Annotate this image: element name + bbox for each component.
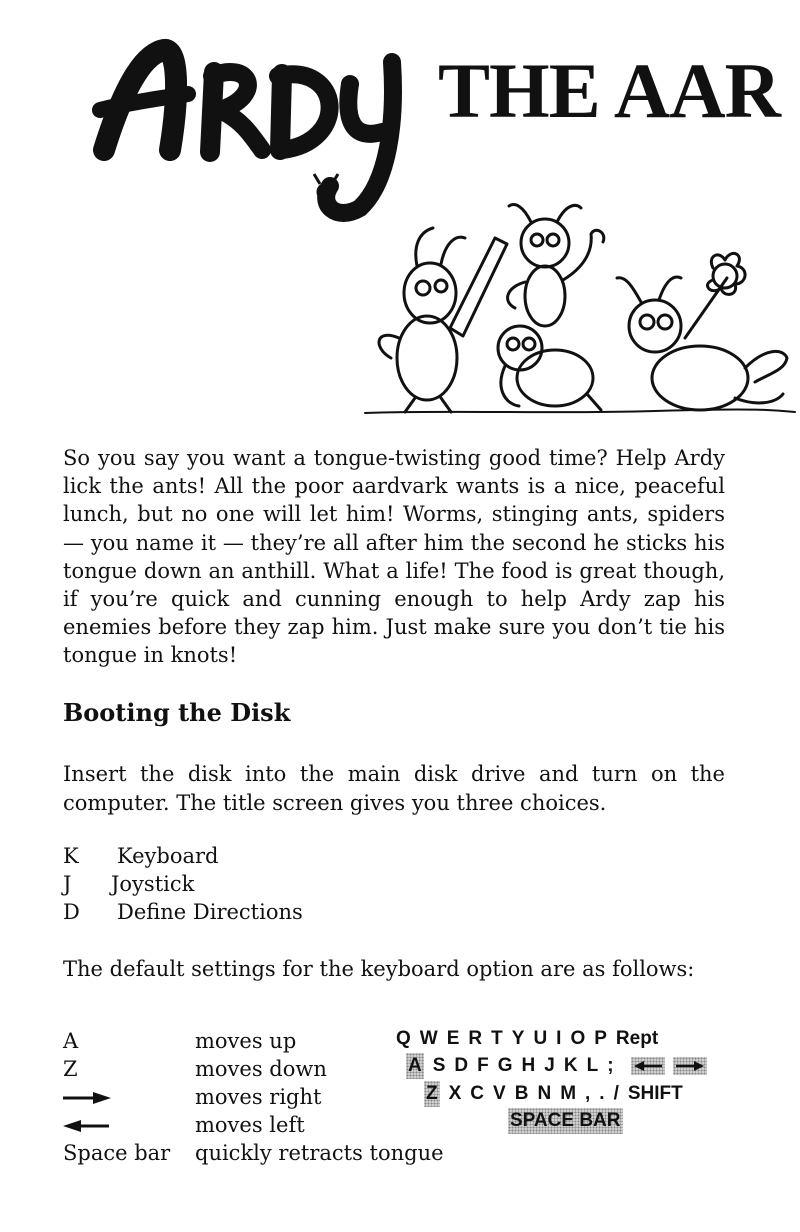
key-y: Y: [511, 1028, 525, 1049]
key-d: D: [454, 1055, 469, 1076]
ardy-logo: [92, 32, 422, 222]
section-heading-booting: Booting the Disk: [63, 698, 291, 727]
choice-key: D: [63, 900, 80, 924]
choice-key: J: [63, 872, 72, 896]
keyboard-row-space: [508, 1108, 632, 1134]
key-i: I: [556, 1028, 562, 1049]
control-action: quickly retracts tongue: [195, 1141, 444, 1165]
key-comma: ,: [585, 1083, 591, 1104]
key-b: B: [514, 1083, 529, 1104]
key-r: R: [468, 1028, 483, 1049]
control-action: moves down: [195, 1057, 327, 1081]
key-o: O: [570, 1028, 586, 1049]
key-shift: SHIFT: [627, 1083, 683, 1104]
key-t: T: [491, 1028, 503, 1049]
key-q: Q: [396, 1028, 411, 1049]
keyboard-diagram: [390, 1026, 770, 1142]
key-h: H: [521, 1055, 536, 1076]
key-u: U: [533, 1028, 548, 1049]
key-z: Z: [424, 1081, 440, 1107]
key-n: N: [537, 1083, 552, 1104]
keyboard-row-1: [396, 1026, 667, 1052]
key-m: M: [560, 1083, 577, 1104]
key-period: .: [599, 1083, 605, 1104]
choice-item-keyboard: [63, 842, 463, 870]
key-f: F: [477, 1055, 489, 1076]
key-a: A: [406, 1053, 424, 1079]
choice-item-define-directions: [63, 898, 463, 926]
choice-label: Keyboard: [117, 844, 219, 868]
control-action: moves left: [195, 1113, 305, 1137]
key-j: J: [544, 1055, 555, 1076]
control-key: Z: [63, 1057, 78, 1081]
key-x: X: [448, 1083, 462, 1104]
choice-label: Joystick: [111, 872, 195, 896]
key-w: W: [419, 1028, 438, 1049]
key-k: K: [563, 1055, 578, 1076]
ants-illustration: [355, 198, 800, 423]
key-l: L: [586, 1055, 599, 1076]
booting-instructions: Insert the disk into the main disk drive and turn on the computer. The title screen gives you three choices.: [63, 762, 725, 815]
keyboard-row-3: [424, 1081, 692, 1107]
key-v: V: [493, 1083, 506, 1104]
key-semicolon: ;: [607, 1055, 614, 1076]
control-action: moves right: [195, 1085, 322, 1109]
control-action: moves up: [195, 1029, 297, 1053]
choice-key: K: [63, 844, 79, 868]
key-rept: Rept: [615, 1028, 659, 1049]
key-g: G: [497, 1055, 513, 1076]
key-slash: /: [613, 1083, 619, 1104]
key-space-bar: SPACE BAR: [508, 1108, 623, 1134]
key-e: E: [446, 1028, 460, 1049]
control-row-space: [63, 1139, 463, 1167]
choice-label: Define Directions: [117, 900, 303, 924]
key-c: C: [470, 1083, 485, 1104]
control-key: Space bar: [63, 1141, 171, 1165]
control-key: A: [63, 1029, 79, 1053]
keyboard-row-2: [406, 1053, 707, 1079]
left-arrow-key-icon: [631, 1057, 665, 1075]
intro-paragraph: So you say you want a tongue-twisting good time? Help Ardy lick the ants! All the poor aardvark wants is a nice, peaceful lunch, but no one will let him! Worms, stinging ants, spiders — you name it — they’re all after him the second he sticks his tongue down an anthill. What a life! The food is great though, if you’re quick and cunning enough to help Ardy zap his enemies before they zap him. Just make sure you don’t tie his tongue in knots!: [63, 446, 725, 668]
default-settings-text: The default settings for the keyboard option are as follows:: [63, 957, 695, 981]
left-arrow-icon: [63, 1119, 111, 1133]
title-text: THE AAR: [438, 47, 780, 134]
right-arrow-icon: [63, 1091, 111, 1105]
choice-item-joystick: [63, 870, 463, 898]
choice-list: [63, 842, 463, 926]
right-arrow-key-icon: [673, 1057, 707, 1075]
key-p: P: [594, 1028, 607, 1049]
key-s: S: [432, 1055, 446, 1076]
